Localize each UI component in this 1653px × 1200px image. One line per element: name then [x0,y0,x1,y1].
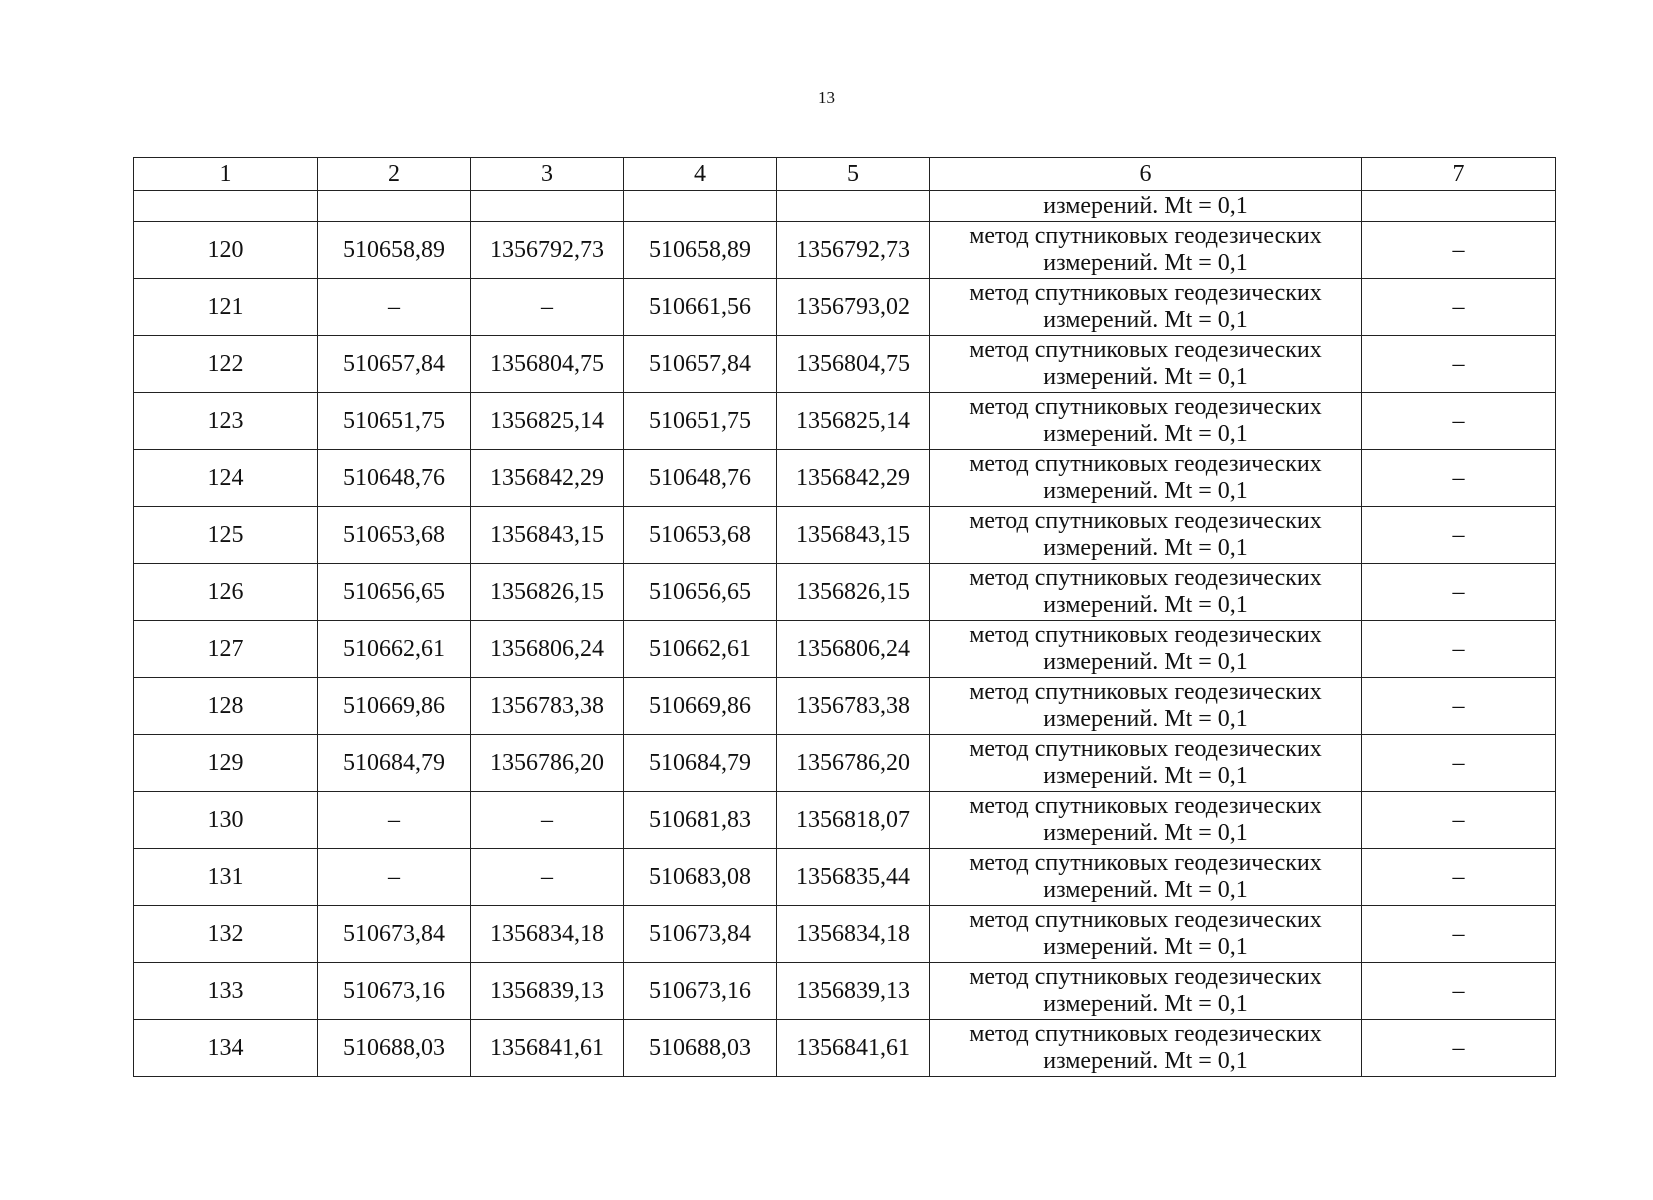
method-cell [930,450,1362,507]
column-number-cell: 1 [134,158,318,191]
method-line: метод спутниковых геодезических [969,736,1322,762]
y-old-cell: 1356839,13 [471,963,624,1020]
accuracy-line: измерений. Mt = 0,1 [1043,421,1248,447]
x-new-cell: 510683,08 [624,849,777,906]
accuracy-line: измерений. Mt = 0,1 [1043,934,1248,960]
point-number-cell: 133 [134,963,318,1020]
y-new-cell: 1356841,61 [777,1020,930,1077]
method-cell [930,564,1362,621]
method-cell [930,1020,1362,1077]
accuracy-line: измерений. Mt = 0,1 [1043,478,1248,504]
method-line: метод спутниковых геодезических [969,223,1322,249]
x-old-cell: 510684,79 [318,735,471,792]
point-number-cell: 132 [134,906,318,963]
y-new-cell: 1356834,18 [777,906,930,963]
accuracy-line: измерений. Mt = 0,1 [1043,763,1248,789]
x-new-cell: 510673,16 [624,963,777,1020]
note-cell: – [1362,621,1556,678]
method-line: метод спутниковых геодезических [969,280,1322,306]
note-cell: – [1362,222,1556,279]
coordinates-table-container [133,157,1551,1077]
note-cell: – [1362,1020,1556,1077]
y-old-cell: – [471,279,624,336]
table-row [134,279,1556,336]
note-cell: – [1362,849,1556,906]
y-new-cell: 1356786,20 [777,735,930,792]
continuation-cell [777,191,930,222]
continuation-cell [1362,191,1556,222]
y-old-cell: – [471,849,624,906]
column-number-cell: 4 [624,158,777,191]
y-old-cell: 1356843,15 [471,507,624,564]
x-new-cell: 510662,61 [624,621,777,678]
method-line: метод спутниковых геодезических [969,1021,1322,1047]
method-line: метод спутниковых геодезических [969,622,1322,648]
method-cell [930,393,1362,450]
point-number-cell: 130 [134,792,318,849]
note-cell: – [1362,678,1556,735]
y-new-cell: 1356818,07 [777,792,930,849]
column-number-row [134,158,1556,191]
y-old-cell: 1356841,61 [471,1020,624,1077]
y-new-cell: 1356783,38 [777,678,930,735]
x-new-cell: 510658,89 [624,222,777,279]
accuracy-line: измерений. Mt = 0,1 [1043,250,1248,276]
point-number-cell: 121 [134,279,318,336]
method-cell [930,906,1362,963]
note-cell: – [1362,279,1556,336]
x-old-cell: 510669,86 [318,678,471,735]
method-line: метод спутниковых геодезических [969,964,1322,990]
x-new-cell: 510657,84 [624,336,777,393]
method-cell [930,963,1362,1020]
continuation-method-cell: измерений. Mt = 0,1 [930,191,1362,222]
accuracy-line: измерений. Mt = 0,1 [1043,592,1248,618]
table-row [134,792,1556,849]
x-old-cell: 510651,75 [318,393,471,450]
column-number-cell: 3 [471,158,624,191]
method-cell [930,678,1362,735]
method-cell [930,735,1362,792]
x-new-cell: 510651,75 [624,393,777,450]
method-cell [930,279,1362,336]
continuation-row [134,191,1556,222]
point-number-cell: 122 [134,336,318,393]
y-old-cell: 1356825,14 [471,393,624,450]
point-number-cell: 123 [134,393,318,450]
y-old-cell: 1356783,38 [471,678,624,735]
continuation-cell [624,191,777,222]
note-cell: – [1362,906,1556,963]
table-row [134,1020,1556,1077]
y-old-cell: 1356826,15 [471,564,624,621]
y-new-cell: 1356825,14 [777,393,930,450]
x-new-cell: 510673,84 [624,906,777,963]
note-cell: – [1362,393,1556,450]
method-cell [930,792,1362,849]
continuation-cell [134,191,318,222]
point-number-cell: 134 [134,1020,318,1077]
x-old-cell: 510688,03 [318,1020,471,1077]
x-old-cell: 510653,68 [318,507,471,564]
x-old-cell: – [318,849,471,906]
y-new-cell: 1356835,44 [777,849,930,906]
x-old-cell: 510648,76 [318,450,471,507]
note-cell: – [1362,735,1556,792]
x-old-cell: – [318,792,471,849]
table-row [134,678,1556,735]
method-line: метод спутниковых геодезических [969,679,1322,705]
method-line: метод спутниковых геодезических [969,337,1322,363]
x-new-cell: 510656,65 [624,564,777,621]
x-new-cell: 510669,86 [624,678,777,735]
note-cell: – [1362,792,1556,849]
column-number-cell: 6 [930,158,1362,191]
table-row [134,507,1556,564]
method-line: метод спутниковых геодезических [969,907,1322,933]
page-number: 13 [818,88,835,107]
table-row [134,336,1556,393]
x-old-cell: 510658,89 [318,222,471,279]
x-new-cell: 510684,79 [624,735,777,792]
accuracy-line: измерений. Mt = 0,1 [1043,877,1248,903]
table-row [134,906,1556,963]
accuracy-line: измерений. Mt = 0,1 [1043,706,1248,732]
accuracy-line: измерений. Mt = 0,1 [1043,649,1248,675]
point-number-cell: 128 [134,678,318,735]
x-new-cell: 510688,03 [624,1020,777,1077]
y-old-cell: 1356806,24 [471,621,624,678]
y-new-cell: 1356839,13 [777,963,930,1020]
y-old-cell: – [471,792,624,849]
method-line: метод спутниковых геодезических [969,850,1322,876]
point-number-cell: 124 [134,450,318,507]
column-number-cell: 5 [777,158,930,191]
x-new-cell: 510681,83 [624,792,777,849]
note-cell: – [1362,507,1556,564]
method-line: метод спутниковых геодезических [969,793,1322,819]
x-old-cell: – [318,279,471,336]
method-cell [930,507,1362,564]
method-cell [930,336,1362,393]
y-new-cell: 1356806,24 [777,621,930,678]
y-old-cell: 1356804,75 [471,336,624,393]
note-cell: – [1362,336,1556,393]
y-new-cell: 1356793,02 [777,279,930,336]
table-row [134,621,1556,678]
y-new-cell: 1356826,15 [777,564,930,621]
coordinates-table [133,157,1556,1077]
method-cell [930,222,1362,279]
method-line: метод спутниковых геодезических [969,451,1322,477]
column-number-cell: 2 [318,158,471,191]
y-new-cell: 1356843,15 [777,507,930,564]
point-number-cell: 125 [134,507,318,564]
y-old-cell: 1356786,20 [471,735,624,792]
accuracy-line: измерений. Mt = 0,1 [1043,535,1248,561]
note-cell: – [1362,450,1556,507]
accuracy-line: измерений. Mt = 0,1 [1043,307,1248,333]
table-row [134,564,1556,621]
point-number-cell: 126 [134,564,318,621]
column-number-cell: 7 [1362,158,1556,191]
y-old-cell: 1356834,18 [471,906,624,963]
method-line: метод спутниковых геодезических [969,394,1322,420]
method-cell [930,849,1362,906]
x-new-cell: 510648,76 [624,450,777,507]
note-cell: – [1362,963,1556,1020]
x-old-cell: 510662,61 [318,621,471,678]
x-new-cell: 510653,68 [624,507,777,564]
method-line: метод спутниковых геодезических [969,565,1322,591]
point-number-cell: 129 [134,735,318,792]
x-old-cell: 510673,84 [318,906,471,963]
y-new-cell: 1356804,75 [777,336,930,393]
accuracy-line: измерений. Mt = 0,1 [1043,364,1248,390]
accuracy-line: измерений. Mt = 0,1 [1043,820,1248,846]
point-number-cell: 120 [134,222,318,279]
method-cell [930,621,1362,678]
table-row [134,735,1556,792]
accuracy-line: измерений. Mt = 0,1 [1043,991,1248,1017]
continuation-cell [471,191,624,222]
method-line: метод спутниковых геодезических [969,508,1322,534]
note-cell: – [1362,564,1556,621]
table-row [134,450,1556,507]
table-row [134,222,1556,279]
x-old-cell: 510673,16 [318,963,471,1020]
table-row [134,963,1556,1020]
y-old-cell: 1356842,29 [471,450,624,507]
x-old-cell: 510656,65 [318,564,471,621]
y-new-cell: 1356792,73 [777,222,930,279]
x-new-cell: 510661,56 [624,279,777,336]
continuation-cell [318,191,471,222]
y-new-cell: 1356842,29 [777,450,930,507]
table-row [134,393,1556,450]
accuracy-line: измерений. Mt = 0,1 [1043,1048,1248,1074]
table-row [134,849,1556,906]
y-old-cell: 1356792,73 [471,222,624,279]
point-number-cell: 131 [134,849,318,906]
point-number-cell: 127 [134,621,318,678]
x-old-cell: 510657,84 [318,336,471,393]
table-body [134,158,1556,1077]
